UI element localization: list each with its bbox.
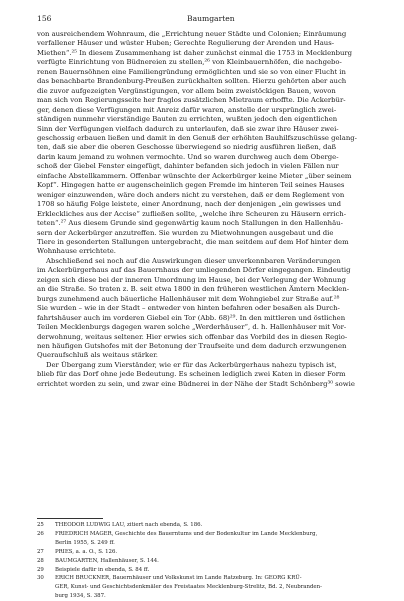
text-line: schoß der Giebel Fenster eingefügt, dahinter befanden sich jedoch in vielen Fällen nur [37,162,339,171]
text-line: Teilen Mecklenburgs dagegen waren solche „Werderhäuser“, d. h. Hallenhäuser mit Vor- [37,323,347,332]
page-header [37,13,377,25]
text-line: geschossig erbauen ließen und damit in den Genuß der erhöhten Bauhilfszuschüsse gelang- [37,133,357,142]
text-line: das benachbarte Brandenburg-Preußen zurückhalten sollten. Hierzu gehörten aber auch [37,77,347,86]
text-line: zeigen sich diese bei der inneren Umordnung im Hause, bei der Verlegung der Wohnung [37,275,346,284]
footnote-continuation [37,539,377,548]
footnote-text: BAUMGARTEN, Hallenhäuser, S. 144. [55,557,159,564]
footnote-text: ERICH BRUCKNER, Bauernhäuser und Volkskunst im Lande Ratzeburg. In: GEORG KRÜ- [55,575,302,582]
text-line: fahrtshäuser auch im vorderen Giebel ein Tor (Abb. 68)²⁹. In den mittleren und östlichen [37,313,346,322]
footnote [37,530,377,539]
text-line: die zuvor aufgezeigten Vergünstigungen, vor allem beim zweistöckigen Bauen, wovon [37,86,336,95]
text-line: an die Straße. So traten z. B. seit etwa 1800 in den früheren westlichen Ämtern Mecklen- [37,285,350,294]
text-line: 1708 so häufig Folge leistete, einer Anordnung, nach der denjenigen „ein gewisses und [37,200,342,209]
footnote-text: GER, Kunst- und Geschichtsdenkmäler des Freistaates Mecklenburg-Strelitz, Bd. 2, Neubranden- [55,584,322,591]
text-line: weniger einzuwenden, wäre doch anders nicht zu verstehen, daß er dem Reglement von [37,190,345,199]
footnote-text: THEODOR LUDWIG LAU, zitiert nach ebenda, S. 186. [55,522,203,528]
footnote-divider [37,518,103,519]
text-line: nen häufigen Gutshofes mit der Betonung der Traufseite und dem dadurch erzwungenen [37,341,347,350]
text-line: einfache Abstellkammern. Offenbar wünschte der Ackerbürger keine Mieter „über seinem [37,171,352,180]
footnote [37,557,377,566]
text-line: renen Bauernsöhnen eine Familiengründung ermöglichten und sie so von einer Flucht in [37,67,346,76]
text-line: blieb für das Dorf ohne jede Bedeutung. Es scheinen lediglich zwei Katen in dieser Form [37,370,346,379]
text-line: derwohnung, weitaus seltener. Hier erwies sich offenbar das Vorbild des in diesen Regio- [37,332,348,341]
footnote [37,566,377,575]
footnote-number: 26 [37,530,44,537]
text-line: verfallener Häuser und wüster Huben; Gerechte Regulierung der Arenden und Haus- [37,39,335,48]
footnote-text: Berlin 1955, S. 249 ff. [55,539,115,546]
text-line: ger, denen diese Verfügungen mit Anreiz dafür waren, anstelle der ursprünglich zwei- [37,105,337,114]
text-line: Wohnhause errichtete. [37,247,116,256]
footnote-number: 29 [37,566,44,573]
text-line: errichtet worden zu sein, und zwar eine Büdnerei in der Nähe der Stadt Schönberg³⁰ sowie [37,379,355,388]
main-text [37,30,377,389]
text-line: Tiere in gesonderten Stallungen untergebracht, die man seitdem auf dem Hof hinter dem [37,237,349,246]
text-line: man sich von Regierungsseite her fraglos zusätzlichen Mietraum erhoffte. Die Ackerbür- [37,96,346,105]
footnote-number: 25 [37,522,44,528]
footnotes [37,521,377,601]
text-line: Miethen“.²⁵ In diesem Zusammenhang ist daher zunächst einmal die 1753 in Mecklenburg [37,48,353,57]
text-line: im Ackerbürgerhaus auf das Bauernhaus der umliegenden Dörfer eingegangen. Eindeutig [37,266,351,275]
text-line: Sinn der Verfügungen vielfach dadurch zu unterlaufen, daß sie zwar ihre Häuser zwei- [37,124,339,133]
footnote [37,548,377,557]
page-number: 156 [37,14,52,23]
text-line: darin kaum jemand zu wohnen vermochte. Und so waren durchweg auch dem Oberge- [37,152,339,161]
text-line: von ausreichendem Wohnraum, die „Errichtung neuer Städte und Colonien; Einräumung [37,30,347,38]
text-line: Queraufschluß als weitaus stärker. [37,351,158,360]
footnote [37,521,377,530]
text-line: Sie wurden – wie in der Stadt – entweder von hinten befahren oder besaßen als Durch- [37,304,340,313]
footnote-number: 27 [37,548,44,555]
text-line: Erkleckliches aus der Accise“ zufließen sollte, „welche ihre Scheuren zu Häusern errich- [37,209,347,218]
text-line: ständigen nunmehr vierständige Bauten zu errichten, wußten jedoch den eigentlichen [37,115,338,124]
footnote [37,574,377,583]
text-line: sern der Ackerbürger anzutreffen. Sie wurden zu Mietwohnungen ausgebaut und die [37,228,334,237]
text-line: teten“.²⁷ Aus diesem Grunde sind gegenwärtig kaum noch Stallungen in den Hallenhäu- [37,219,343,228]
text-line: Der Übergang zum Vierständer, wie er für das Ackerbürgerhaus nahezu typisch ist, [46,360,337,369]
footnote-text: burg 1934, S. 387. [55,593,106,600]
text-line: Kopf“. Hingegen hatte er augenscheinlich gegen Fremde im hinteren Teil seines Hauses [37,181,345,190]
text-line: Abschließend sei noch auf die Auswirkungen dieser unverkennbaren Veränderungen [46,256,341,265]
text-line: ten, daß sie aber die oberen Geschosse überwiegend so niedrig ausführen ließen, daß [37,143,337,152]
footnote-number: 30 [37,575,44,582]
footnote-text: FRIEDRICH MAGER, Geschichte des Bauerntums und der Bodenkultur im Lande Mecklenburg, [55,530,318,537]
text-line: burgs zunehmend auch bäuerliche Hallenhäuser mit dem Wohngiebel zur Straße auf.²⁸ [37,294,340,303]
running-title: Baumgarten [187,14,235,23]
footnote-text: PRIES, a. a. O., S. 126. [55,548,118,555]
text-line: verfügte Einrichtung von Büdnereien zu stellen,²⁶ von Kleinbauernhöfen, die nachgebo- [37,58,342,67]
footnote-continuation [37,583,377,592]
footnote-number: 28 [37,557,44,564]
footnote-text: Beispiele dafür in ebenda, S. 84 ff. [55,566,150,573]
